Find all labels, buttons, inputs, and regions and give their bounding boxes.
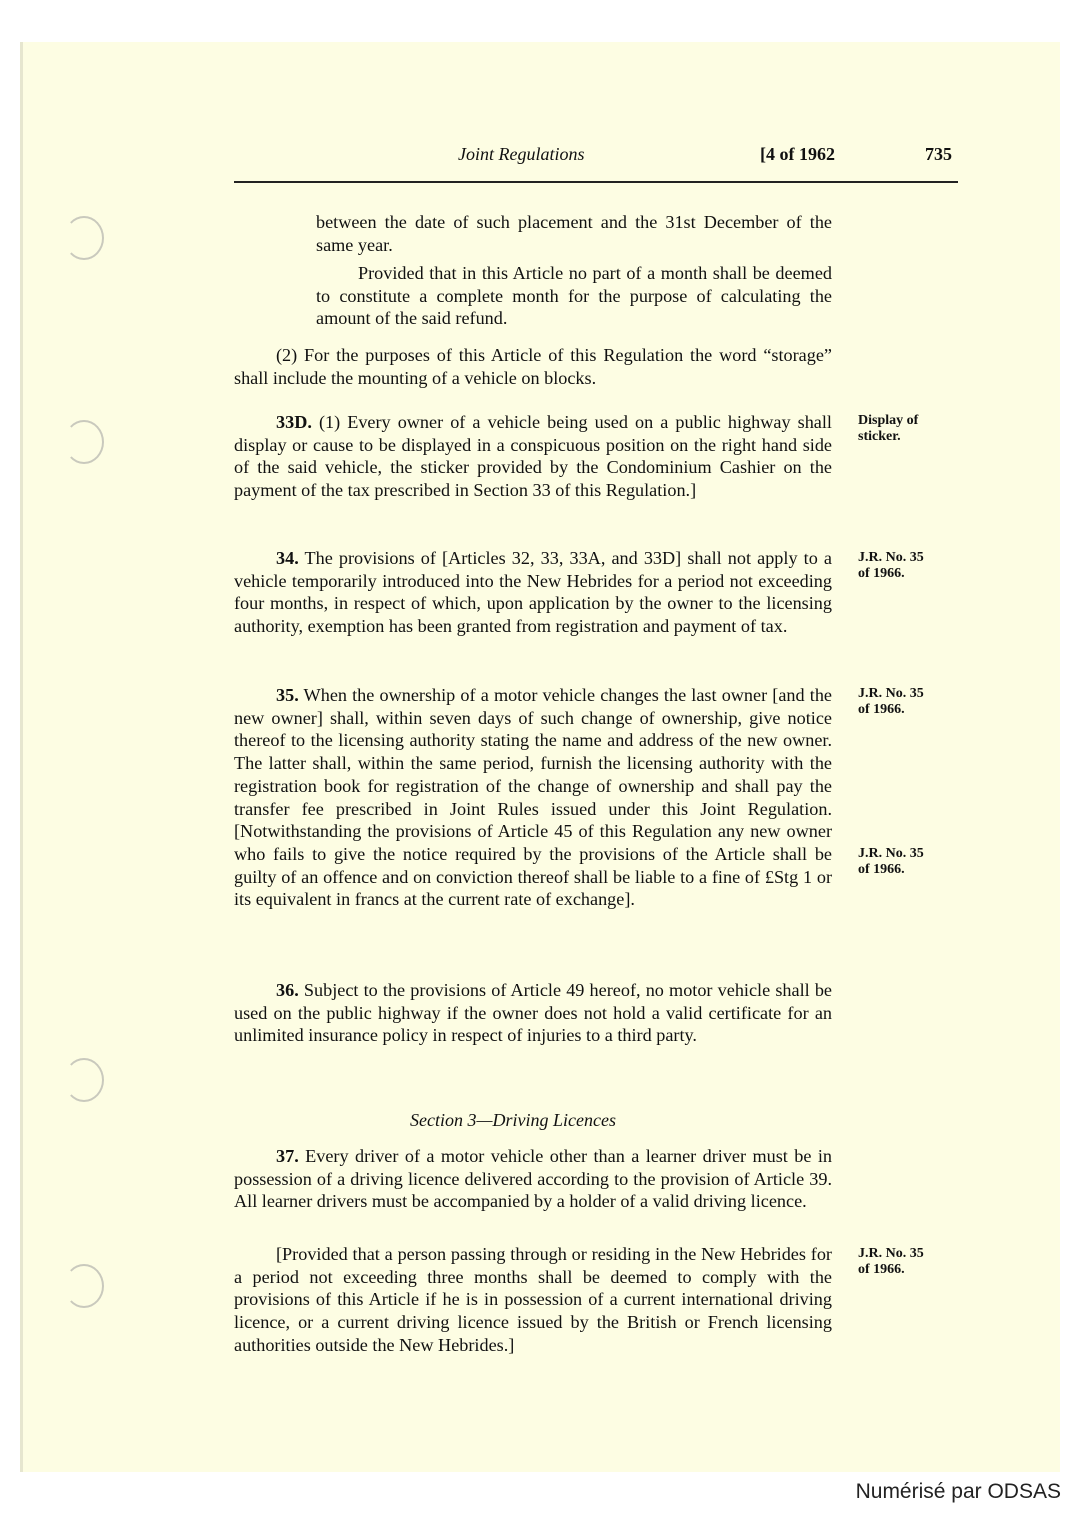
running-title: Joint Regulations [458, 144, 585, 164]
margin-note-line: Display of [858, 413, 919, 428]
paragraph-storage: (2) For the purposes of this Article of this Regulation the word “storage” shall include the mounting of a vehicle on blocks. [234, 345, 832, 388]
margin-note-line: J.R. No. 35 [858, 686, 924, 701]
paragraph-continuation: between the date of such placement and the 31st December of the same year. [316, 212, 832, 255]
regulation-ref: [4 of 1962 [760, 144, 835, 164]
article-33d-text: (1) Every owner of a vehicle being used on a public highway shall display or cause to be displayed in a conspicuous position on the right hand side of the said vehicle, the sticker provided by the Condominium Cashier on the payment of the tax prescribed in Section 33 of this Regulation.] [234, 412, 832, 501]
article-33d-number: 33D. [276, 412, 312, 432]
margin-note-jr-35a [858, 686, 968, 718]
punch-hole-1 [64, 216, 104, 260]
article-33d [234, 411, 832, 502]
margin-note-line: of 1966. [858, 702, 905, 717]
scan-credit: Numérisé par ODSAS [855, 1480, 1061, 1503]
page-number: 735 [925, 144, 952, 164]
article-34-text: The provisions of [Articles 32, 33, 33A, and 33D] shall not apply to a vehicle temporarily introduced into the New Hebrides for a period not exceeding four months, in respect of which, upon application by the owner to the licensing authority, exemption has been granted from registration and payment of tax. [234, 548, 832, 637]
article-36-text: Subject to the provisions of Article 49 hereof, no motor vehicle shall be used on the public highway if the owner does not hold a valid certificate for an unlimited insurance policy in respect of injuries to a third party. [234, 980, 832, 1046]
margin-note-line: sticker. [858, 429, 901, 444]
margin-note-line: of 1966. [858, 566, 905, 581]
article-34 [234, 547, 832, 638]
margin-note-line: J.R. No. 35 [858, 550, 924, 565]
margin-note-line: J.R. No. 35 [858, 846, 924, 861]
punch-hole-4 [64, 1264, 104, 1308]
article-35-text: When the ownership of a motor vehicle changes the last owner [and the new owner] shall, within seven days of such change of ownership, give notice thereof to the licensing authority stating the name and address of the new owner. The latter shall, within the same period, furnish the licensing authority with the registration book for registration of the change of ownership and shall pay the transfer fee prescribed in Joint Rules issued under this Joint Regulation. [Notwithstanding the provisions of Article 45 of this Regulation any new owner who fails to give the notice required by the provisions of the Article shall be guilty of an offence and on conviction thereof shall be liable to a fine of £Stg 1 or its equivalent in francs at the current rate of exchange]. [234, 685, 832, 910]
article-34-number: 34. [276, 548, 299, 568]
article-35 [234, 684, 832, 911]
section-heading: Section 3—Driving Licences [410, 1110, 616, 1130]
article-37-proviso: [Provided that a person passing through or residing in the New Hebrides for a period not exceeding three months shall be deemed to comply with the provisions of this Article if he is in possession of a current international driving licence, or a current driving licence issued by the British or French licensing authorities outside the New Hebrides.] [234, 1244, 832, 1355]
article-35-number: 35. [276, 685, 299, 705]
header-rule [234, 181, 958, 183]
article-36-number: 36. [276, 980, 299, 1000]
margin-note-line: of 1966. [858, 1262, 905, 1277]
margin-note-jr-34 [858, 550, 968, 582]
punch-hole-3 [64, 1058, 104, 1102]
article-37-text: Every driver of a motor vehicle other than a learner driver must be in possession of a driving licence delivered according to the provision of Article 39. All learner drivers must be accompanied by a holder of a valid driving licence. [234, 1146, 832, 1212]
article-37-number: 37. [276, 1146, 299, 1166]
punch-hole-2 [64, 420, 104, 464]
margin-note-line: of 1966. [858, 862, 905, 877]
margin-note-jr-35b [858, 846, 968, 878]
paragraph-proviso: Provided that in this Article no part of a month shall be deemed to constitute a complete month for the purpose of calculating the amount of the said refund. [316, 263, 832, 329]
margin-note-line: J.R. No. 35 [858, 1246, 924, 1261]
article-37 [234, 1145, 832, 1213]
margin-note-jr-37 [858, 1246, 968, 1278]
page-edge [20, 42, 23, 1472]
margin-note-display [858, 413, 968, 445]
article-36 [234, 979, 832, 1047]
